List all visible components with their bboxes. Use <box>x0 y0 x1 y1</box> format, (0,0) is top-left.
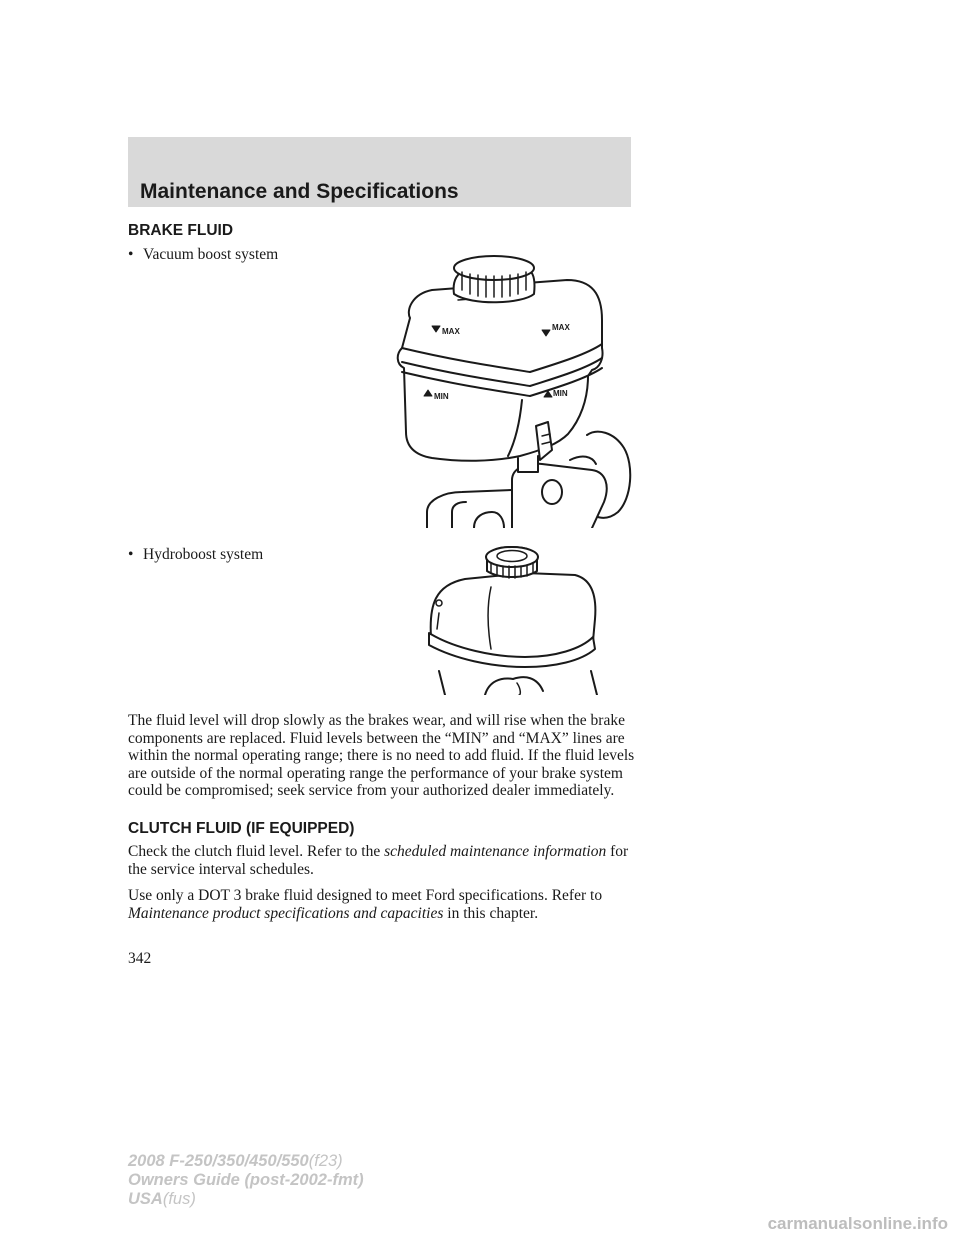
bullet-dot: • <box>128 246 134 263</box>
clutch-fluid-paragraph-2 <box>128 887 638 922</box>
footer-model: 2008 F-250/350/450/550 <box>128 1152 309 1170</box>
clutch-p1-tail: for the service interval schedules. <box>128 843 629 878</box>
bullet-dot: • <box>128 546 134 563</box>
clutch-p1-text: Check the clutch fluid level. Refer to the <box>128 843 381 860</box>
brake-fluid-body-text: The fluid level will drop slowly as the brakes wear, and will rise when the brake components are replaced. Fluid levels between the “MIN” and “MAX” lines are within the normal operating range; there is no need to add fluid. If the fluid levels are outside of the normal operating range the performance of your brake system could be compromised; seek service from your authorized dealer immediately. <box>128 712 635 799</box>
hydroboost-reservoir-illustration <box>425 545 605 695</box>
bullet-hydroboost <box>128 546 263 564</box>
document-footer <box>128 1152 364 1209</box>
footer-model-code: (f23) <box>308 1152 343 1170</box>
page-number: 342 <box>128 950 152 967</box>
bullet-vacuum-label: Vacuum boost system <box>143 246 279 263</box>
brake-fluid-heading: BRAKE FLUID <box>128 222 234 239</box>
max-label-right: MAX <box>552 323 570 332</box>
maintenance-specs-reference: Maintenance product specifications and capacities <box>128 904 444 922</box>
scheduled-maintenance-reference: scheduled maintenance information <box>384 843 607 860</box>
footer-market-code: (fus) <box>162 1190 196 1208</box>
min-label-left: MIN <box>434 392 449 401</box>
clutch-p2-text: Use only a DOT 3 brake fluid designed to meet Ford specifications. Refer to <box>128 887 603 904</box>
bullet-vacuum-boost <box>128 246 278 264</box>
bullet-hydro-label: Hydroboost system <box>143 546 264 563</box>
footer-guide: Owners Guide (post-2002-fmt) <box>128 1171 364 1189</box>
watermark: carmanualsonline.info <box>767 1214 948 1233</box>
brake-fluid-paragraph <box>128 712 638 800</box>
section-title: Maintenance and Specifications <box>140 180 459 203</box>
footer-market: USA <box>128 1190 163 1208</box>
clutch-fluid-paragraph-1 <box>128 843 638 878</box>
clutch-fluid-heading: CLUTCH FLUID (IF EQUIPPED) <box>128 820 355 837</box>
min-label-right: MIN <box>553 389 568 398</box>
max-label-left: MAX <box>442 327 460 336</box>
clutch-p2-tail: in this chapter. <box>447 904 539 922</box>
vacuum-boost-reservoir-illustration <box>392 250 642 528</box>
